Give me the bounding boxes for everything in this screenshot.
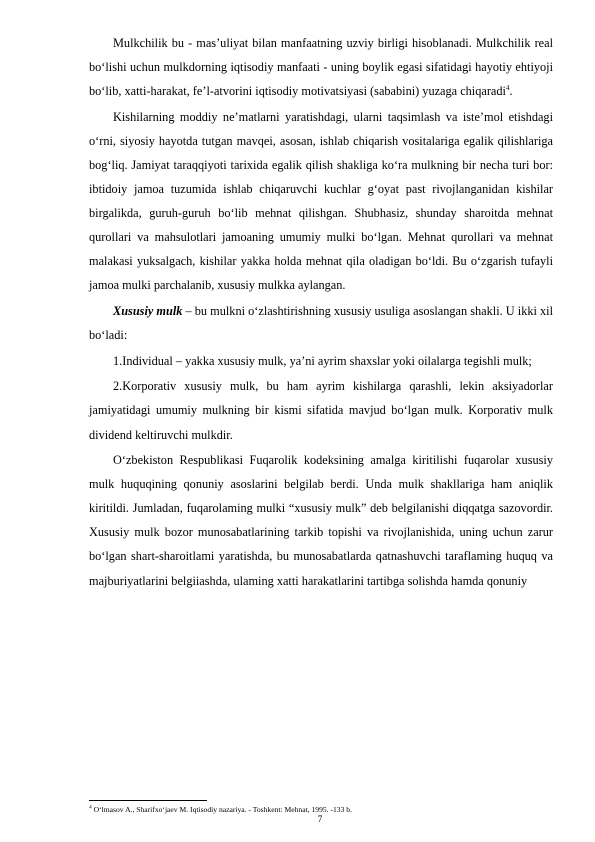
paragraph-1: [89, 31, 553, 103]
paragraph-3: [89, 299, 553, 347]
footnote-separator: [89, 800, 207, 801]
paragraph-2: [89, 105, 553, 298]
footnote-ref: 4: [505, 84, 510, 93]
paragraph-1-tail: .: [509, 84, 513, 99]
footnote-mark: 4: [89, 804, 92, 811]
paragraph-1-text: Mulkchilik bu - mas’uliyat bilan manfaatning uzviy birligi hisoblanadi. Mulkchilik real bo‘lishi uchun mulkdorning iqtisodiy manfaati - uning boylik egasi sifatidagi hayotiy ehtiyoji bo‘lib, xatti-harakat, fe’l-atvorini iqtisodiy motivatsiyasi (sababini) yuzaga chiqaradi: [89, 36, 553, 99]
page-number: 7: [317, 815, 323, 825]
footnote-text: O‘lmasov A., Sharifxo‘jaev M. Iqtisodiy nazariya. - Toshkent: Mehnat, 1995. -133 b.: [93, 805, 352, 814]
paragraph-6: [89, 448, 553, 593]
paragraph-5-text: 2.Korporativ xususiy mulk, bu ham ayrim kishilarga qarashli, lekin aksiyadorlar jamiyatidagi umumiy mulkning bir kismi sifatida mavjud bo‘lgan mulk. Korporativ mulk dividend keltiruvchi mulkdir.: [89, 379, 553, 442]
footnote: [89, 805, 352, 815]
term-xususiy-mulk: Xususiy mulk: [113, 304, 183, 319]
paragraph-3-text: – bu mulkni o‘zlashtirishning xususiy usuliga asoslangan shakli. U ikki xil bo‘ladi:: [89, 304, 553, 343]
paragraph-6-text: O‘zbekiston Respublikasi Fuqarolik kodeksining amalga kiritilishi fuqarolar xususiy mulk huquqining qonuniy asoslarini belgilab berdi. Unda mulk shakllariga ham aniqlik kiritildi. Jumladan, fuqarolaming mulki “xususiy mulk” deb belgilanishi diqqatga sazovordir. Xususiy mulk bozor munosabatlarining tarkib topishi va rivojlanishida, uning uchun zarur bo‘lgan shart-sharoitlami yaratishda, bu munosabatlarda qatnashuvchi taraflaming huquq va majburiyatlarini belgiiashda, ulaming xatti harakatlarini tartibga solishda hamda qonuniy: [89, 453, 553, 588]
paragraph-4: [89, 349, 553, 373]
main-text: [89, 31, 553, 594]
paragraph-5: [89, 374, 553, 446]
paragraph-4-text: 1.Individual – yakka xususiy mulk, ya’ni ayrim shaxslar yoki oilalarga tegishli mulk;: [113, 353, 532, 368]
paragraph-2-text: Kishilarning moddiy ne’matlarni yaratishdagi, ularni taqsimlash va iste’mol etishdagi o‘rni, siyosiy hayotda tutgan mavqei, asosan, ishlab chiqarish vositalariga egalik qilishlariga bog‘liq. Jamiyat taraqqiyoti tarixida egalik qilish shakliga ko‘ra mulkning bir necha turi bor: ibtidoiy jamoa tuzumida ishlab chiqaruvchi kuchlar g‘oyat past rivojlanganidan kishilar birgalikda, guruh-guruh bo‘lib mehnat qilishgan. Shubhasiz, shunday sharoitda mehnat qurollari va mahsulotlari jamoaning umumiy mulki bo‘lgan. Mehnat qurollari va mehnat malakasi yuksalgach, kishilar yakka holda mehnat qila oladigan bo‘ldi. Bu o‘zgarish tufayli jamoa mulki parchalanib, xususiy mulkka aylangan.: [89, 109, 553, 293]
